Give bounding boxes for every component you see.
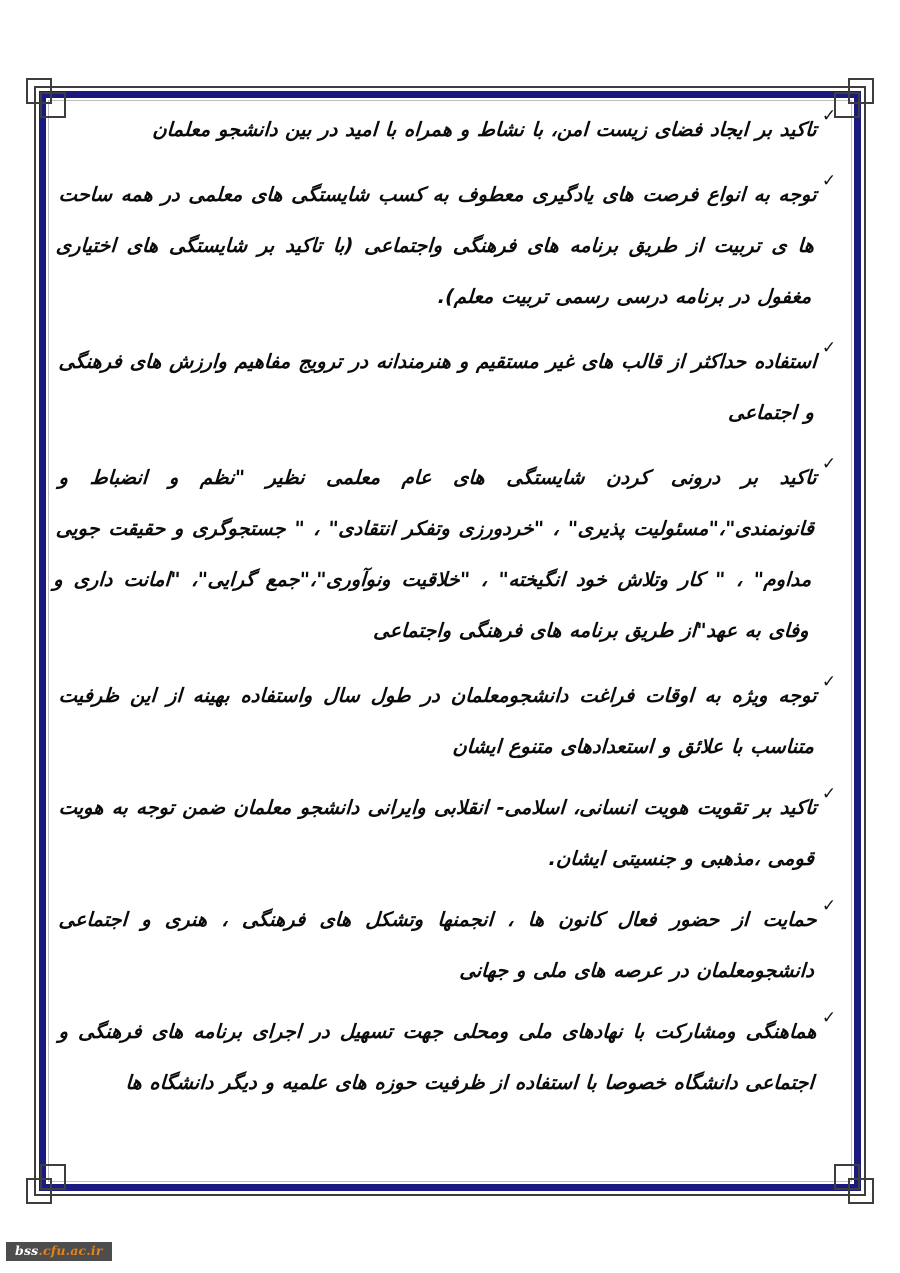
check-mark-icon: ✓ <box>821 454 837 474</box>
list-item <box>55 169 840 322</box>
list-item-text: توجه ویژه به اوقات فراغت دانشجومعلمان در طول سال واستفاده بهینه از این ظرفیت متناسب با علائق و استعدادهای متنوع ایشان <box>58 684 818 758</box>
list-item-text: تاکید بر درونی کردن شایستگی های عام معلمی نظیر "نظم و انضباط و قانونمندی"،"مسئولیت پذیری" ، "خردورزی وتفکر انتقادی" ، " جستجوگری و حقیقت جویی مداوم" ، " کار وتلاش خود انگیخته" ، "خلاقیت ونوآوری"،"جمع گرایی"، "امانت داری و وفای به عهد"از طریق برنامه های فرهنگی واجتماعی <box>52 466 818 642</box>
list-item <box>60 894 840 996</box>
check-mark-icon: ✓ <box>821 1008 837 1028</box>
bulleted-list <box>52 104 840 1108</box>
site-watermark-badge <box>6 1242 112 1262</box>
list-item <box>60 1006 840 1108</box>
check-mark-icon: ✓ <box>821 896 837 916</box>
list-item-text: استفاده حداکثر از قالب های غیر مستقیم و هنرمندانه در ترویج مفاهیم وارزش های فرهنگی و اجتماعی <box>58 350 818 424</box>
list-item-text: توجه به انواع فرصت های یادگیری معطوف به کسب شایستگی های معلمی در همه ساحت ها ی تربیت از طریق برنامه های فرهنگی واجتماعی (با تاکید بر شایستگی های اختیاری مغفول در برنامه درسی رسمی تربیت معلم). <box>55 183 818 308</box>
check-mark-icon: ✓ <box>821 784 837 804</box>
check-mark-icon: ✓ <box>821 338 837 358</box>
watermark-domain-text: .cfu.ac.ir <box>38 1242 103 1258</box>
list-item <box>60 104 840 155</box>
corner-square-outer-icon <box>26 1178 52 1204</box>
document-body <box>52 104 840 1174</box>
corner-square-outer-icon <box>26 78 52 104</box>
list-item-text: حمایت از حضور فعال کانون ها ، انجمنها وتشکل های فرهنگی ، هنری و اجتماعی دانشجومعلمان در عرصه های ملی و جهانی <box>58 908 818 982</box>
check-mark-icon: ✓ <box>821 106 837 126</box>
check-mark-icon: ✓ <box>821 672 837 692</box>
list-item <box>60 670 840 772</box>
list-item <box>60 782 840 884</box>
corner-square-outer-icon <box>848 1178 874 1204</box>
corner-square-outer-icon <box>848 78 874 104</box>
list-item-text: تاکید بر ایجاد فضای زیست امن، با نشاط و همراه با امید در بین دانشجو معلمان <box>151 118 818 141</box>
list-item-text: هماهنگی ومشارکت با نهادهای ملی ومحلی جهت تسهیل در اجرای برنامه های فرهنگی و اجتماعی دانشگاه خصوصا با استفاده از ظرفیت حوزه های علمیه و دیگر دانشگاه ها <box>58 1020 818 1094</box>
list-item <box>60 336 840 438</box>
list-item-text: تاکید بر تقویت هویت انسانی، اسلامی- انقلابی وایرانی دانشجو معلمان ضمن توجه به هویت قومی ،مذهبی و جنسیتی ایشان. <box>58 796 818 870</box>
check-mark-icon: ✓ <box>821 171 837 191</box>
list-item <box>52 452 840 656</box>
watermark-main-text: bss <box>15 1242 39 1258</box>
